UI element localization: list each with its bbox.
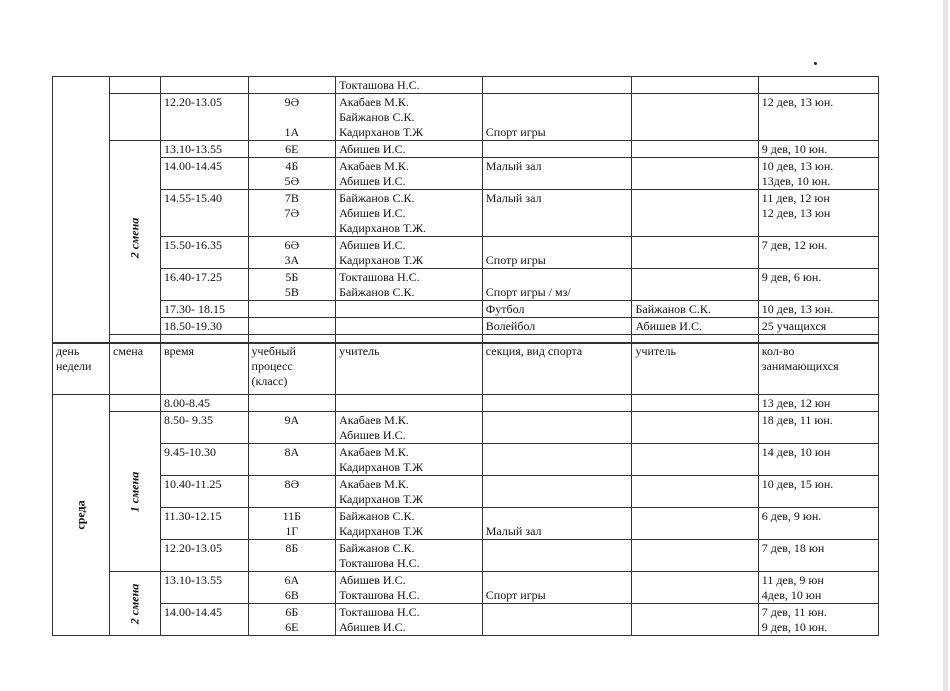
count-cell-text: 25 учащихся bbox=[761, 319, 827, 333]
class-cell-text: 5В bbox=[284, 285, 299, 299]
class-cell bbox=[248, 604, 336, 636]
count-cell-text: 12 дев, 13 юн. bbox=[761, 95, 834, 109]
table-row bbox=[53, 237, 879, 269]
class-cell-text: 9А bbox=[284, 413, 300, 427]
section-cell bbox=[482, 508, 632, 540]
class-cell-text: 6Б bbox=[285, 605, 299, 619]
class-cell-text: 8Б bbox=[285, 541, 299, 555]
count-cell-text: 10 дев, 13 юн. bbox=[761, 302, 834, 316]
count-cell-text: 11 дев, 12 юн bbox=[761, 191, 830, 205]
teacher2-cell bbox=[632, 158, 758, 190]
scan-edge bbox=[943, 0, 948, 691]
teacher2-cell bbox=[632, 94, 758, 141]
count-cell-text: 13 дев, 12 юн bbox=[761, 396, 831, 410]
teacher-cell bbox=[336, 301, 483, 318]
teacher-cell bbox=[336, 158, 483, 190]
count-cell-text: 4дев, 10 юн bbox=[761, 588, 822, 602]
teacher2-cell bbox=[632, 444, 758, 476]
header-count: кол-во занимающихся bbox=[758, 343, 878, 395]
shift-label-cell bbox=[110, 572, 161, 636]
time-cell bbox=[160, 77, 248, 94]
time-cell bbox=[160, 318, 248, 335]
table-header-row bbox=[53, 343, 879, 395]
teacher-cell-text: Байжанов С.К. bbox=[339, 191, 415, 205]
teacher-cell bbox=[336, 190, 483, 237]
teacher-cell-text: Токташова Н.С. bbox=[339, 78, 420, 92]
count-cell bbox=[758, 237, 878, 269]
teacher-cell-text: Байжанов С.К. bbox=[339, 285, 415, 299]
teacher2-cell bbox=[632, 237, 758, 269]
teacher-cell bbox=[336, 540, 483, 572]
teacher-cell-text: Кадирханов Т.Ж bbox=[339, 460, 423, 474]
shift-cell bbox=[110, 395, 161, 412]
teacher2-cell bbox=[632, 508, 758, 540]
teacher-cell bbox=[336, 476, 483, 508]
count-cell-text: 7 дев, 18 юн bbox=[761, 541, 825, 555]
time-cell bbox=[160, 141, 248, 158]
count-cell-text: 7 дев, 12 юн. bbox=[761, 238, 828, 252]
table-row bbox=[53, 395, 879, 412]
section-cell bbox=[482, 158, 632, 190]
table-row bbox=[53, 269, 879, 301]
section-cell-text bbox=[486, 110, 629, 125]
time-cell-text: 15.50-16.35 bbox=[163, 238, 222, 252]
teacher-cell bbox=[336, 77, 483, 94]
class-cell-text: 4Б bbox=[285, 159, 299, 173]
time-cell-text: 8.50- 9.35 bbox=[163, 413, 213, 427]
class-cell bbox=[248, 444, 336, 476]
count-cell bbox=[758, 318, 878, 335]
table-row bbox=[53, 412, 879, 444]
class-cell bbox=[248, 141, 336, 158]
teacher-cell-text: Байжанов С.К. bbox=[339, 541, 415, 555]
class-cell bbox=[248, 269, 336, 301]
class-cell-text: 5Ә bbox=[284, 174, 300, 188]
teacher-cell bbox=[336, 508, 483, 540]
teacher-cell-text: Кадирханов Т.Ж bbox=[339, 125, 423, 139]
teacher-cell-text: Абишев И.С. bbox=[339, 174, 406, 188]
teacher-cell bbox=[336, 572, 483, 604]
class-cell-text: 5Б bbox=[285, 270, 299, 284]
schedule-table-top bbox=[52, 76, 879, 344]
time-cell-text: 14.55-15.40 bbox=[163, 191, 222, 205]
class-cell-text: 8Ә bbox=[284, 477, 300, 491]
teacher-cell-text: Абишев И.С. bbox=[339, 238, 406, 252]
teacher-cell-text: Акабаев М.К. bbox=[339, 413, 409, 427]
table-row bbox=[53, 572, 879, 604]
section-cell bbox=[482, 604, 632, 636]
shift-cell bbox=[110, 77, 161, 94]
shift-label-cell-label: 2 смена bbox=[127, 217, 142, 258]
table-row bbox=[53, 301, 879, 318]
class-cell-text: 6В bbox=[284, 588, 299, 602]
teacher-cell-text: Токташова Н.С. bbox=[339, 270, 420, 284]
class-cell bbox=[248, 412, 336, 444]
class-cell bbox=[248, 190, 336, 237]
teacher-cell-text: Байжанов С.К. bbox=[339, 110, 415, 124]
section-cell bbox=[482, 190, 632, 237]
time-cell-text: 10.40-11.25 bbox=[163, 477, 222, 491]
class-cell-text: 7В bbox=[284, 191, 299, 205]
class-cell bbox=[248, 158, 336, 190]
teacher-cell bbox=[336, 237, 483, 269]
teacher-cell bbox=[336, 444, 483, 476]
count-cell bbox=[758, 190, 878, 237]
header-day: день недели bbox=[53, 343, 110, 395]
class-cell-text: 3А bbox=[284, 253, 300, 267]
table-row bbox=[53, 190, 879, 237]
count-cell-text: 7 дев, 11 юн. bbox=[761, 605, 827, 619]
shift-label-cell bbox=[110, 412, 161, 572]
section-cell bbox=[482, 301, 632, 318]
class-cell bbox=[248, 237, 336, 269]
class-cell bbox=[248, 77, 336, 94]
section-cell-text: Спорт игры bbox=[485, 125, 546, 139]
count-cell bbox=[758, 604, 878, 636]
class-cell bbox=[248, 301, 336, 318]
page-mark bbox=[814, 62, 817, 65]
count-cell bbox=[758, 158, 878, 190]
teacher2-cell bbox=[632, 395, 758, 412]
class-cell bbox=[248, 508, 336, 540]
section-cell bbox=[482, 94, 632, 141]
teacher2-cell bbox=[632, 301, 758, 318]
section-cell bbox=[482, 540, 632, 572]
time-cell-text: 11.30-12.15 bbox=[163, 509, 222, 523]
time-cell-text: 17.30- 18.15 bbox=[163, 302, 225, 316]
time-cell bbox=[160, 508, 248, 540]
section-cell-text: Спорт игры bbox=[485, 588, 546, 602]
count-cell bbox=[758, 412, 878, 444]
class-cell-text: 6Е bbox=[285, 142, 299, 156]
table-row bbox=[53, 318, 879, 335]
day-cell bbox=[53, 395, 110, 636]
day-cell-label: среда bbox=[73, 500, 88, 530]
day-cell bbox=[53, 77, 110, 344]
teacher2-cell bbox=[632, 604, 758, 636]
teacher-cell-text: Кадирханов Т.Ж bbox=[339, 253, 423, 267]
teacher-cell-text: Токташова Н.С. bbox=[339, 588, 420, 602]
count-cell bbox=[758, 77, 878, 94]
table-row bbox=[53, 158, 879, 190]
teacher-cell bbox=[336, 269, 483, 301]
time-cell bbox=[160, 158, 248, 190]
count-cell bbox=[758, 508, 878, 540]
section-cell-text bbox=[486, 509, 629, 524]
class-cell-text: 7Ә bbox=[284, 206, 300, 220]
class-cell-text bbox=[252, 110, 333, 125]
class-cell bbox=[248, 395, 336, 412]
teacher2-cell bbox=[632, 77, 758, 94]
time-cell bbox=[160, 540, 248, 572]
time-cell bbox=[160, 395, 248, 412]
class-cell bbox=[248, 476, 336, 508]
time-cell-text: 9.45-10.30 bbox=[163, 445, 216, 459]
count-cell-text: 10 дев, 15 юн. bbox=[761, 477, 834, 491]
schedule-table-bottom bbox=[52, 342, 879, 636]
section-cell-text bbox=[486, 238, 629, 253]
time-cell-text: 13.10-13.55 bbox=[163, 573, 222, 587]
time-cell-text: 12.20-13.05 bbox=[163, 541, 222, 555]
shift-label-cell-label: 2 смена bbox=[127, 583, 142, 624]
class-cell-text: 6Е bbox=[285, 620, 299, 634]
class-cell-text: 1Г bbox=[285, 524, 299, 538]
class-cell bbox=[248, 540, 336, 572]
section-cell-text: Малый зал bbox=[485, 191, 542, 205]
table-row bbox=[53, 476, 879, 508]
shift-cell bbox=[110, 94, 161, 141]
teacher-cell-text: Кадирханов Т.Ж. bbox=[339, 221, 426, 235]
class-cell-text: 1А bbox=[284, 125, 300, 139]
teacher2-cell bbox=[632, 476, 758, 508]
table-row bbox=[53, 540, 879, 572]
time-cell bbox=[160, 412, 248, 444]
table-row bbox=[53, 141, 879, 158]
table-row bbox=[53, 604, 879, 636]
time-cell bbox=[160, 604, 248, 636]
teacher2-cell bbox=[632, 269, 758, 301]
teacher2-cell bbox=[632, 318, 758, 335]
section-cell bbox=[482, 572, 632, 604]
count-cell bbox=[758, 301, 878, 318]
section-cell-text bbox=[486, 95, 629, 110]
count-cell bbox=[758, 540, 878, 572]
time-cell-text: 18.50-19.30 bbox=[163, 319, 222, 333]
count-cell-text: 9 дев, 10 юн. bbox=[761, 620, 828, 634]
section-cell bbox=[482, 141, 632, 158]
teacher-cell-text: Акабаев М.К. bbox=[339, 95, 409, 109]
teacher-cell-text: Токташова Н.С. bbox=[339, 605, 420, 619]
class-cell-text: 9Ә bbox=[284, 95, 300, 109]
teacher2-cell bbox=[632, 540, 758, 572]
header-section: секция, вид спорта bbox=[482, 343, 632, 395]
section-cell bbox=[482, 444, 632, 476]
table-row bbox=[53, 508, 879, 540]
count-cell-text: 13дев, 10 юн. bbox=[761, 174, 831, 188]
count-cell-text: 9 дев, 6 юн. bbox=[761, 270, 822, 284]
section-cell bbox=[482, 476, 632, 508]
section-cell-text: Спорт игры / мз/ bbox=[485, 285, 571, 299]
teacher-cell-text: Кадирханов Т.Ж bbox=[339, 492, 423, 506]
header-teacher: учитель bbox=[336, 343, 483, 395]
class-cell-text: 6А bbox=[284, 573, 300, 587]
teacher-cell bbox=[336, 395, 483, 412]
time-cell bbox=[160, 444, 248, 476]
time-cell-text: 14.00-14.45 bbox=[163, 159, 222, 173]
teacher-cell-text: Акабаев М.К. bbox=[339, 477, 409, 491]
count-cell bbox=[758, 269, 878, 301]
teacher-cell-text: Кадирханов Т.Ж bbox=[339, 524, 423, 538]
time-cell bbox=[160, 572, 248, 604]
teacher-cell bbox=[336, 604, 483, 636]
teacher-cell-text: Акабаев М.К. bbox=[339, 159, 409, 173]
time-cell-text: 12.20-13.05 bbox=[163, 95, 222, 109]
count-cell bbox=[758, 476, 878, 508]
class-cell bbox=[248, 572, 336, 604]
shift-label-cell-label: 1 смена bbox=[127, 471, 142, 512]
time-cell-text: 16.40-17.25 bbox=[163, 270, 222, 284]
shift-label-cell bbox=[110, 141, 161, 335]
class-cell-text: 8А bbox=[284, 445, 300, 459]
time-cell bbox=[160, 269, 248, 301]
section-cell bbox=[482, 77, 632, 94]
time-cell bbox=[160, 190, 248, 237]
time-cell bbox=[160, 301, 248, 318]
teacher2-cell-text: Байжанов С.К. bbox=[635, 302, 711, 316]
section-cell-text: Волейбол bbox=[485, 319, 536, 333]
teacher-cell-text: Абишев И.С. bbox=[339, 142, 406, 156]
time-cell-text: 8.00-8.45 bbox=[163, 396, 210, 410]
teacher-cell bbox=[336, 318, 483, 335]
section-cell-text: Малый зал bbox=[485, 524, 542, 538]
header-teacher2: учитель bbox=[632, 343, 758, 395]
header-process: учебный процесс (класс) bbox=[248, 343, 336, 395]
count-cell-text: 14 дев, 10 юн bbox=[761, 445, 831, 459]
class-cell bbox=[248, 318, 336, 335]
count-cell bbox=[758, 141, 878, 158]
header-shift: смена bbox=[110, 343, 161, 395]
count-cell bbox=[758, 94, 878, 141]
teacher-cell-text: Абишев И.С. bbox=[339, 573, 406, 587]
count-cell-text: 18 дев, 11 юн. bbox=[761, 413, 833, 427]
teacher2-cell bbox=[632, 190, 758, 237]
count-cell-text: 11 дев, 9 юн bbox=[761, 573, 824, 587]
teacher2-cell bbox=[632, 572, 758, 604]
time-cell-text: 14.00-14.45 bbox=[163, 605, 222, 619]
class-cell bbox=[248, 94, 336, 141]
time-cell bbox=[160, 237, 248, 269]
section-cell-text: Футбол bbox=[485, 302, 525, 316]
time-cell-text: 13.10-13.55 bbox=[163, 142, 222, 156]
time-cell bbox=[160, 94, 248, 141]
section-cell-text bbox=[486, 573, 629, 588]
count-cell-text: 6 дев, 9 юн. bbox=[761, 509, 822, 523]
teacher-cell-text: Абишев И.С. bbox=[339, 620, 406, 634]
table-row bbox=[53, 94, 879, 141]
section-cell bbox=[482, 269, 632, 301]
teacher-cell-text: Абишев И.С. bbox=[339, 206, 406, 220]
teacher-cell bbox=[336, 94, 483, 141]
section-cell-text bbox=[486, 270, 629, 285]
section-cell bbox=[482, 318, 632, 335]
class-cell-text: 11Б bbox=[282, 509, 302, 523]
section-cell bbox=[482, 395, 632, 412]
teacher2-cell bbox=[632, 141, 758, 158]
teacher-cell-text: Байжанов С.К. bbox=[339, 509, 415, 523]
teacher-cell-text: Токташова Н.С. bbox=[339, 556, 420, 570]
table-row bbox=[53, 77, 879, 94]
teacher2-cell bbox=[632, 412, 758, 444]
teacher-cell-text: Абишев И.С. bbox=[339, 428, 406, 442]
class-cell-text: 6Ә bbox=[284, 238, 300, 252]
count-cell bbox=[758, 395, 878, 412]
teacher2-cell-text: Абишев И.С. bbox=[635, 319, 702, 333]
count-cell bbox=[758, 444, 878, 476]
section-cell-text: Спотр игры bbox=[485, 253, 546, 267]
table-row bbox=[53, 444, 879, 476]
count-cell-text: 12 дев, 13 юн bbox=[761, 206, 831, 220]
section-cell bbox=[482, 412, 632, 444]
count-cell bbox=[758, 572, 878, 604]
teacher-cell-text: Акабаев М.К. bbox=[339, 445, 409, 459]
teacher-cell bbox=[336, 141, 483, 158]
section-cell bbox=[482, 237, 632, 269]
section-cell-text: Малый зал bbox=[485, 159, 542, 173]
count-cell-text: 9 дев, 10 юн. bbox=[761, 142, 828, 156]
teacher-cell bbox=[336, 412, 483, 444]
count-cell-text: 10 дев, 13 юн. bbox=[761, 159, 834, 173]
header-time: время bbox=[160, 343, 248, 395]
time-cell bbox=[160, 476, 248, 508]
